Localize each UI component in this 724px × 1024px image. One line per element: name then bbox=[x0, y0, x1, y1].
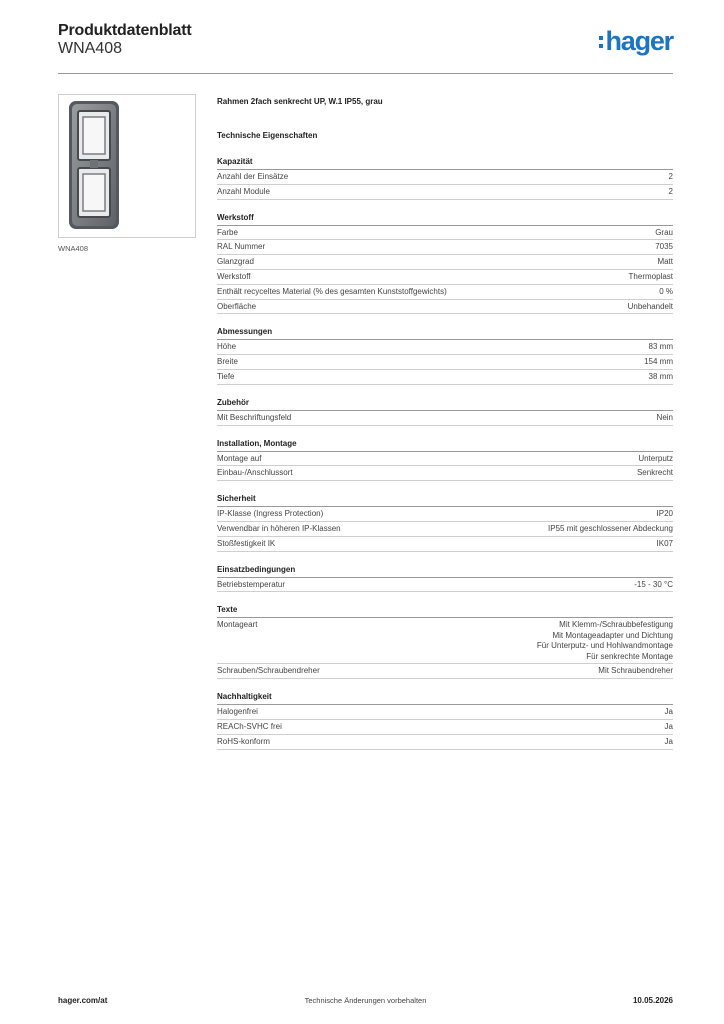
page-header bbox=[58, 20, 673, 72]
spec-group bbox=[217, 156, 673, 200]
spec-value bbox=[548, 524, 673, 534]
spec-value bbox=[665, 707, 673, 717]
spec-value bbox=[657, 539, 673, 549]
spec-row bbox=[217, 355, 673, 370]
spec-row bbox=[217, 340, 673, 355]
spec-value bbox=[537, 620, 673, 662]
spec-value bbox=[665, 722, 673, 732]
spec-label: Halogenfrei bbox=[217, 707, 258, 717]
spec-row bbox=[217, 411, 673, 426]
spec-value bbox=[637, 468, 673, 478]
spec-value-line: 38 mm bbox=[648, 371, 673, 381]
spec-value-line: Mit Montageadapter und Dichtung bbox=[552, 630, 673, 640]
spec-value bbox=[657, 257, 673, 267]
spec-label: Mit Beschriftungsfeld bbox=[217, 412, 292, 422]
spec-row bbox=[217, 452, 673, 467]
hager-logo bbox=[599, 26, 673, 57]
product-image-caption: WNA408 bbox=[58, 244, 89, 253]
spec-group bbox=[217, 212, 673, 315]
spec-value bbox=[669, 172, 673, 182]
spec-value bbox=[644, 357, 673, 367]
spec-group bbox=[217, 493, 673, 551]
page-footer bbox=[58, 996, 673, 1010]
spec-value-line: 83 mm bbox=[648, 342, 673, 352]
spec-label: Schrauben/Schraubendreher bbox=[217, 666, 320, 676]
spec-label: Enthält recyceltes Material (% des gesamten Kunststoffgewichts) bbox=[217, 286, 447, 296]
spec-label: Höhe bbox=[217, 342, 237, 352]
spec-value bbox=[649, 342, 673, 352]
spec-value bbox=[657, 413, 673, 423]
spec-value-line: Matt bbox=[657, 257, 673, 267]
spec-value-line: IP20 bbox=[656, 509, 673, 519]
spec-value-line: 7035 bbox=[655, 242, 673, 252]
spec-value-line: Mit Klemm-/Schraubbefestigung bbox=[559, 620, 673, 630]
spec-value-line: 0 % bbox=[659, 286, 673, 296]
spec-row bbox=[217, 370, 673, 385]
spec-label: Anzahl Module bbox=[217, 186, 270, 196]
spec-value-line: Ja bbox=[664, 707, 673, 717]
spec-label: Breite bbox=[217, 357, 238, 367]
spec-row bbox=[217, 270, 673, 285]
spec-row bbox=[217, 735, 673, 750]
spec-value bbox=[657, 509, 673, 519]
spec-label: Glanzgrad bbox=[217, 257, 254, 267]
spec-row bbox=[217, 507, 673, 522]
footer-date: 10.05.2026 bbox=[632, 996, 673, 1005]
spec-group-title: Abmessungen bbox=[217, 326, 673, 340]
spec-value-line: Nein bbox=[656, 412, 673, 422]
spec-value bbox=[659, 287, 673, 297]
section-title: Technische Eigenschaften bbox=[217, 131, 318, 140]
spec-row bbox=[217, 720, 673, 735]
spec-value bbox=[665, 737, 673, 747]
spec-group bbox=[217, 604, 673, 679]
spec-label: IP-Klasse (Ingress Protection) bbox=[217, 509, 324, 519]
spec-label: Anzahl der Einsätze bbox=[217, 172, 289, 181]
spec-value bbox=[628, 302, 673, 312]
double-frame-icon bbox=[59, 95, 195, 237]
spec-group-title: Kapazität bbox=[217, 156, 673, 170]
spec-value-line: Für Unterputz- und Hohlwandmontage bbox=[536, 641, 673, 651]
spec-label: Stoßfestigkeit IK bbox=[217, 538, 276, 548]
spec-value-line: Mit Schraubendreher bbox=[598, 666, 673, 676]
spec-value-line: IK07 bbox=[656, 538, 673, 548]
spec-row bbox=[217, 255, 673, 270]
spec-value bbox=[638, 454, 673, 464]
spec-row bbox=[217, 664, 673, 679]
spec-label: Farbe bbox=[217, 227, 238, 237]
spec-row bbox=[217, 522, 673, 537]
spec-row bbox=[217, 300, 673, 315]
document-title: Produktdatenblatt bbox=[58, 22, 192, 39]
spec-value bbox=[598, 666, 673, 676]
spec-value-line: IP55 mit geschlossener Abdeckung bbox=[548, 523, 673, 533]
logo-text: hager bbox=[605, 26, 673, 56]
footer-notice: Technische Änderungen vorbehalten bbox=[304, 996, 427, 1005]
spec-group-title: Einsatzbedingungen bbox=[217, 564, 673, 578]
spec-row bbox=[217, 185, 673, 200]
spec-group bbox=[217, 397, 673, 426]
spec-row bbox=[217, 618, 673, 664]
spec-value-line: Thermoplast bbox=[628, 271, 673, 281]
spec-group bbox=[217, 438, 673, 482]
spec-group bbox=[217, 326, 673, 384]
spec-value-line: Senkrecht bbox=[636, 468, 673, 478]
spec-label: Montageart bbox=[217, 620, 258, 630]
spec-label: RAL Nummer bbox=[217, 242, 266, 252]
spec-label: Tiefe bbox=[217, 371, 235, 381]
spec-row bbox=[217, 705, 673, 720]
spec-group bbox=[217, 691, 673, 749]
spec-row bbox=[217, 537, 673, 552]
spec-value-line: Unbehandelt bbox=[627, 301, 673, 311]
spec-groups bbox=[217, 156, 673, 750]
spec-value-line: Grau bbox=[655, 227, 673, 237]
spec-label: REACh-SVHC frei bbox=[217, 721, 282, 731]
spec-content bbox=[217, 96, 673, 750]
spec-group bbox=[217, 564, 673, 593]
product-code: WNA408 bbox=[58, 40, 123, 57]
spec-row bbox=[217, 578, 673, 593]
spec-group-title: Sicherheit bbox=[217, 493, 673, 507]
spec-value-line: 2 bbox=[668, 186, 673, 196]
spec-value bbox=[655, 228, 673, 238]
spec-value-line: Ja bbox=[664, 721, 673, 731]
spec-value-line: Für senkrechte Montage bbox=[586, 651, 673, 661]
footer-website: hager.com/at bbox=[58, 996, 108, 1005]
spec-value-line: -15 - 30 °C bbox=[634, 579, 673, 589]
spec-group-title: Nachhaltigkeit bbox=[217, 691, 673, 705]
product-image bbox=[58, 94, 196, 238]
spec-label: Oberfläche bbox=[217, 301, 257, 311]
spec-row bbox=[217, 226, 673, 241]
spec-value bbox=[655, 242, 673, 252]
spec-label: Werkstoff bbox=[217, 271, 251, 281]
spec-label: Montage auf bbox=[217, 453, 262, 463]
spec-value-line: 2 bbox=[668, 172, 673, 181]
spec-value-line: Ja bbox=[664, 736, 673, 746]
spec-label: Verwendbar in höheren IP-Klassen bbox=[217, 523, 341, 533]
spec-row bbox=[217, 285, 673, 300]
product-name: Rahmen 2fach senkrecht UP, W.1 IP55, grau bbox=[217, 97, 383, 106]
spec-group-title: Werkstoff bbox=[217, 212, 673, 226]
spec-row bbox=[217, 170, 673, 185]
logo-dots-icon bbox=[599, 36, 603, 49]
spec-group-title: Texte bbox=[217, 604, 673, 618]
spec-value-line: Unterputz bbox=[638, 453, 673, 463]
spec-group-title: Installation, Montage bbox=[217, 438, 673, 452]
spec-label: Betriebstemperatur bbox=[217, 579, 286, 589]
header-divider bbox=[58, 73, 673, 74]
spec-row bbox=[217, 466, 673, 481]
spec-value-line: 154 mm bbox=[644, 357, 673, 367]
spec-value bbox=[634, 580, 673, 590]
spec-group-title: Zubehör bbox=[217, 397, 673, 411]
spec-label: RoHS-konform bbox=[217, 736, 270, 746]
spec-value bbox=[649, 372, 673, 382]
spec-value bbox=[629, 272, 673, 282]
spec-value bbox=[669, 187, 673, 197]
spec-row bbox=[217, 240, 673, 255]
spec-label: Einbau-/Anschlussort bbox=[217, 468, 293, 478]
